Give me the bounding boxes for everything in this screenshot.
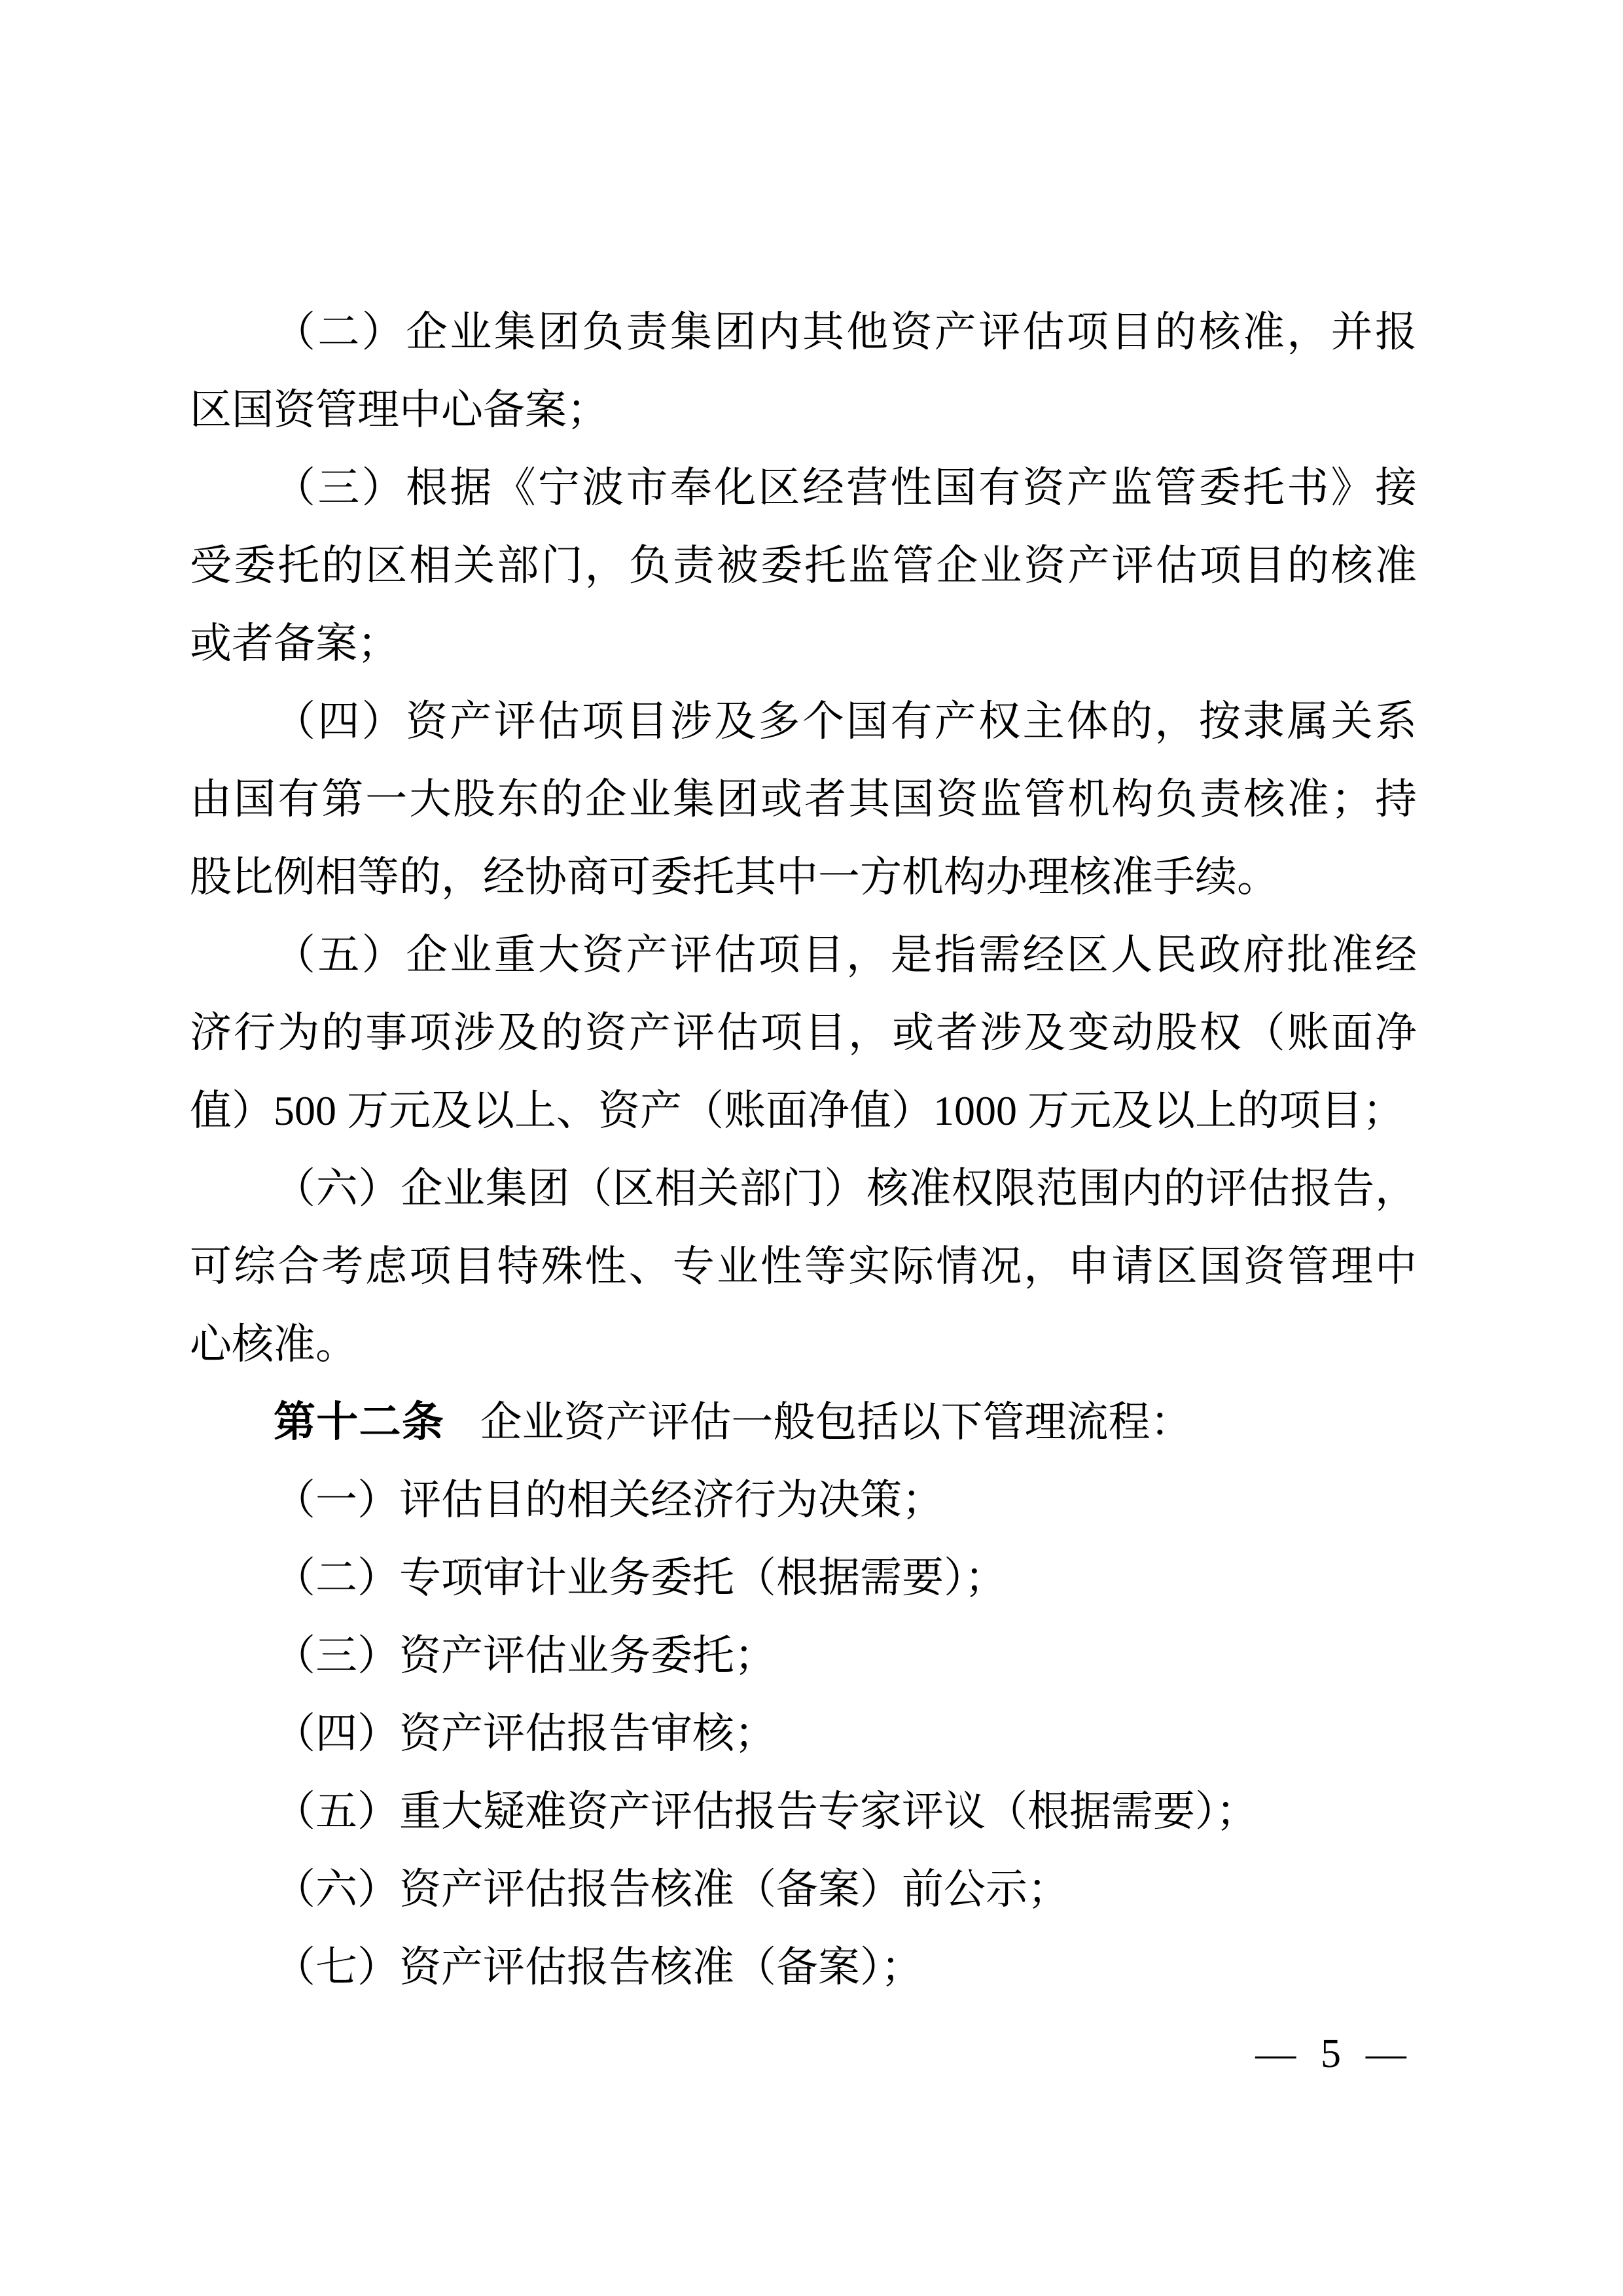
flow-step-2 [190,1539,1417,1617]
paragraph-item-5 [190,916,1417,1150]
text-line: （二）企业集团负责集团内其他资产评估项目的核准，并报 [274,309,1417,355]
article-number-label: 第十二条 [274,1399,445,1445]
paragraph-item-2 [190,293,1417,449]
article-12-heading [190,1383,1417,1461]
text-line: （四）资产评估项目涉及多个国有产权主体的，按隶属关系 [274,698,1417,745]
text-line: 区国资管理中心备案； [190,387,609,433]
text-line: （六）资产评估报告核准（备案）前公示； [274,1866,1069,1913]
text-line: （一）评估目的相关经济行为决策； [274,1477,944,1523]
paragraph-item-3 [190,449,1417,682]
flow-step-6 [190,1850,1417,1928]
paragraph-item-6 [190,1150,1417,1383]
body-text [190,293,1417,2006]
text-line: 济行为的事项涉及的资产评估项目，或者涉及变动股权（账面净 [190,1010,1417,1056]
text-line: 由国有第一大股东的企业集团或者其国资监管机构负责核准；持 [190,776,1417,822]
text-line: （六）企业集团（区相关部门）核准权限范围内的评估报告， [274,1165,1417,1212]
text-line: （三）资产评估业务委托； [274,1633,776,1679]
flow-step-1 [190,1461,1417,1539]
text-line: 受委托的区相关部门，负责被委托监管企业资产评估项目的核准 [190,542,1417,589]
text-line: 心核准。 [190,1321,357,1368]
text-line: （三）根据《宁波市奉化区经营性国有资产监管委托书》接 [274,465,1417,511]
flow-step-3 [190,1617,1417,1695]
text-line: 股比例相等的，经协商可委托其中一方机构办理核准手续。 [190,854,1279,900]
text-line: （七）资产评估报告核准（备案）； [274,1944,923,1990]
text-line: （二）专项审计业务委托（根据需要）； [274,1555,1007,1601]
text-line: 第十二条 企业资产评估一般包括以下管理流程： [274,1399,1192,1445]
text-line: 可综合考虑项目特殊性、专业性等实际情况，申请区国资管理中 [190,1243,1417,1290]
flow-step-7 [190,1928,1417,2006]
text-line: 值）500 万元及以上、资产（账面净值）1000 万元及以上的项目； [190,1087,1404,1134]
text-line: （五）重大疑难资产评估报告专家评议（根据需要）； [274,1788,1258,1835]
flow-step-4 [190,1695,1417,1773]
paragraph-item-4 [190,682,1417,916]
text-line: 或者备案； [190,620,399,667]
flow-step-5 [190,1773,1417,1850]
text-line: （四）资产评估报告审核； [274,1710,776,1757]
text-line: （五）企业重大资产评估项目，是指需经区人民政府批准经 [274,932,1417,978]
page-number: — 5 — [1255,2032,1414,2076]
